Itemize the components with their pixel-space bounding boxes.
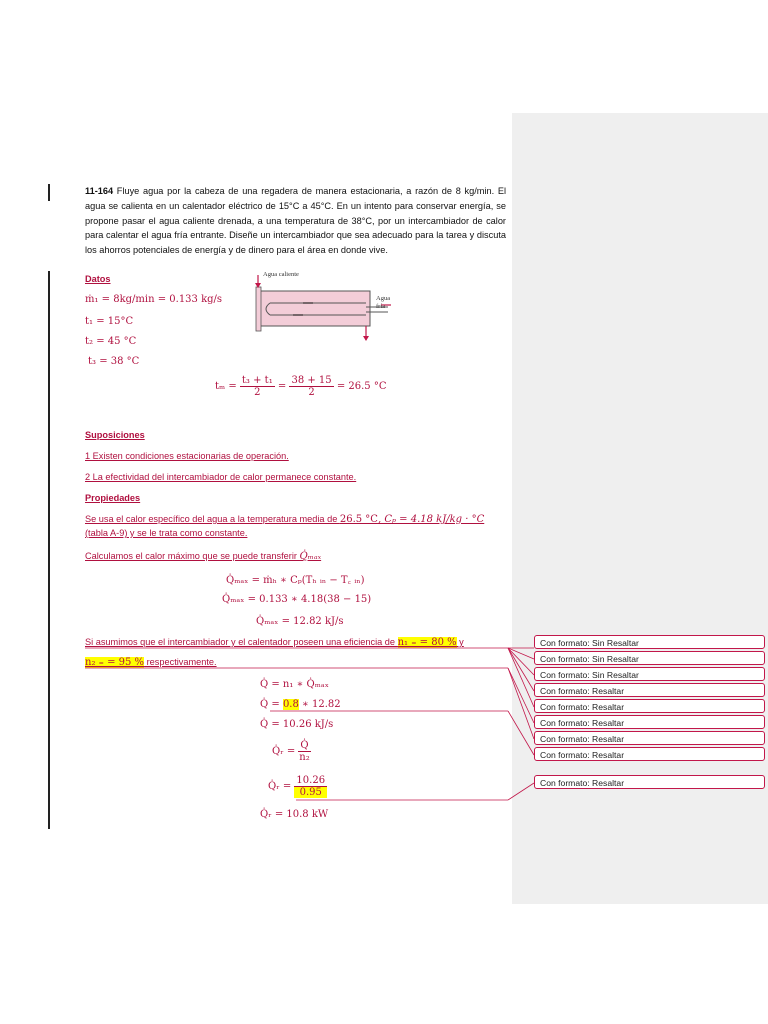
eq-qr-lhs: Q̇ᵣ =	[272, 746, 296, 757]
eq-qr-num: Q̇	[300, 740, 309, 751]
comment-box[interactable]: Con formato: Resaltar	[534, 775, 765, 789]
data-t3: t₃ = 38 °C	[88, 356, 140, 367]
eq-qmax-formula: Q̇ₘₐₓ = ṁₕ ∗ Cₚ(Tₕ ᵢₙ − T꜀ ᵢₙ)	[226, 575, 365, 586]
data-m1: ṁ₁ = 8kg/min = 0.133 kg/s	[85, 294, 223, 305]
propiedades-text-a: Se usa el calor específico del agua a la temperatura media de	[85, 514, 340, 524]
assume-n2: n₂ ₌ = 95 %	[85, 657, 145, 668]
assume-text: Si asumimos que el intercambiador y el calentador poseen una eficiencia de	[85, 637, 398, 647]
calc-intro-symbol: Q̇ₘₐₓ	[299, 551, 322, 562]
assume-y: y	[456, 637, 464, 647]
datos-heading: Datos	[85, 274, 111, 284]
eq-q-result: Q̇ = 10.26 kJ/s	[260, 719, 334, 730]
data-t1: t₁ = 15°C	[85, 316, 134, 327]
tm-num2: 38 + 15	[291, 375, 332, 386]
suposicion-2: 2 La efectividad del intercambiador de calor permanece constante.	[85, 472, 357, 482]
eq-qr-values-lhs: Q̇ᵣ =	[268, 781, 292, 792]
suposicion-1: 1 Existen condiciones estacionarias de operación.	[85, 451, 289, 461]
tm-lhs: tₘ =	[215, 381, 237, 392]
assume-n1: n₁ ₌ = 80 %	[397, 637, 457, 648]
comment-box[interactable]: Con formato: Sin Resaltar	[534, 667, 765, 681]
propiedades-cp: , Cₚ = 4.18 kJ/kg · °C	[377, 514, 485, 525]
comment-box[interactable]: Con formato: Resaltar	[534, 715, 765, 729]
eq-qmax-result: Q̇ₘₐₓ = 12.82 kJ/s	[256, 616, 344, 627]
comment-box[interactable]: Con formato: Resaltar	[534, 683, 765, 697]
data-t2: t₂ = 45 °C	[85, 336, 137, 347]
tm-eq: =	[277, 381, 287, 392]
assume-respectively: respectivamente.	[144, 657, 217, 667]
propiedades-line2: (tabla A-9) y se le trata como constante.	[85, 528, 248, 538]
eq-q-formula: Q̇ = n₁ ∗ Q̇ₘₐₓ	[260, 679, 329, 690]
problem-number: 11-164	[85, 186, 114, 196]
tm-den2: 2	[308, 387, 315, 398]
label-agua-caliente: Agua caliente	[263, 271, 299, 278]
eq-q-post: ∗ 12.82	[298, 699, 341, 710]
comment-box[interactable]: Con formato: Sin Resaltar	[534, 635, 765, 649]
propiedades-temp: 26.5 °C	[339, 514, 378, 525]
tm-num1: t₃ + t₁	[241, 375, 273, 386]
label-agua-fria: Agua fría	[376, 295, 391, 310]
eq-q-pre: Q̇ =	[260, 699, 283, 710]
problem-text: Fluye agua por la cabeza de una regadera de manera estacionaria, a razón de 8 kg/min. El agua se calienta en un calentador eléctrico de 15°C a 45°C. En un intento para conservar energía, se propone pasar el agua caliente drenada, a una temperatura de 38°C, por un intercambiador de calor para calentar el agua fría entrante. Diseñe un intercambiador que sea adecuado para la tarea y discuta los ahorros potenciales de energía y de dinero para el área en donde vive.	[85, 186, 506, 256]
comment-box[interactable]: Con formato: Resaltar	[534, 747, 765, 761]
propiedades-heading: Propiedades	[85, 493, 141, 503]
suposiciones-heading: Suposiciones	[85, 430, 145, 440]
comment-box[interactable]: Con formato: Resaltar	[534, 699, 765, 713]
tm-result: = 26.5 °C	[336, 381, 387, 392]
calc-intro-text: Calculamos el calor máximo que se puede transferir	[85, 551, 300, 561]
tm-den1: 2	[254, 387, 261, 398]
eq-qr-values-num: 10.26	[296, 775, 326, 786]
eq-qmax-values: Q̇ₘₐₓ = 0.133 ∗ 4.18(38 − 15)	[222, 594, 372, 605]
eq-q-efficiency: 0.8	[282, 699, 299, 710]
eq-qr-den: n₂	[299, 752, 310, 763]
comment-box[interactable]: Con formato: Resaltar	[534, 731, 765, 745]
eq-qr-result: Q̇ᵣ = 10.8 kW	[260, 809, 329, 820]
eq-qr-values-den: 0.95	[294, 787, 327, 798]
comment-box[interactable]: Con formato: Sin Resaltar	[534, 651, 765, 665]
